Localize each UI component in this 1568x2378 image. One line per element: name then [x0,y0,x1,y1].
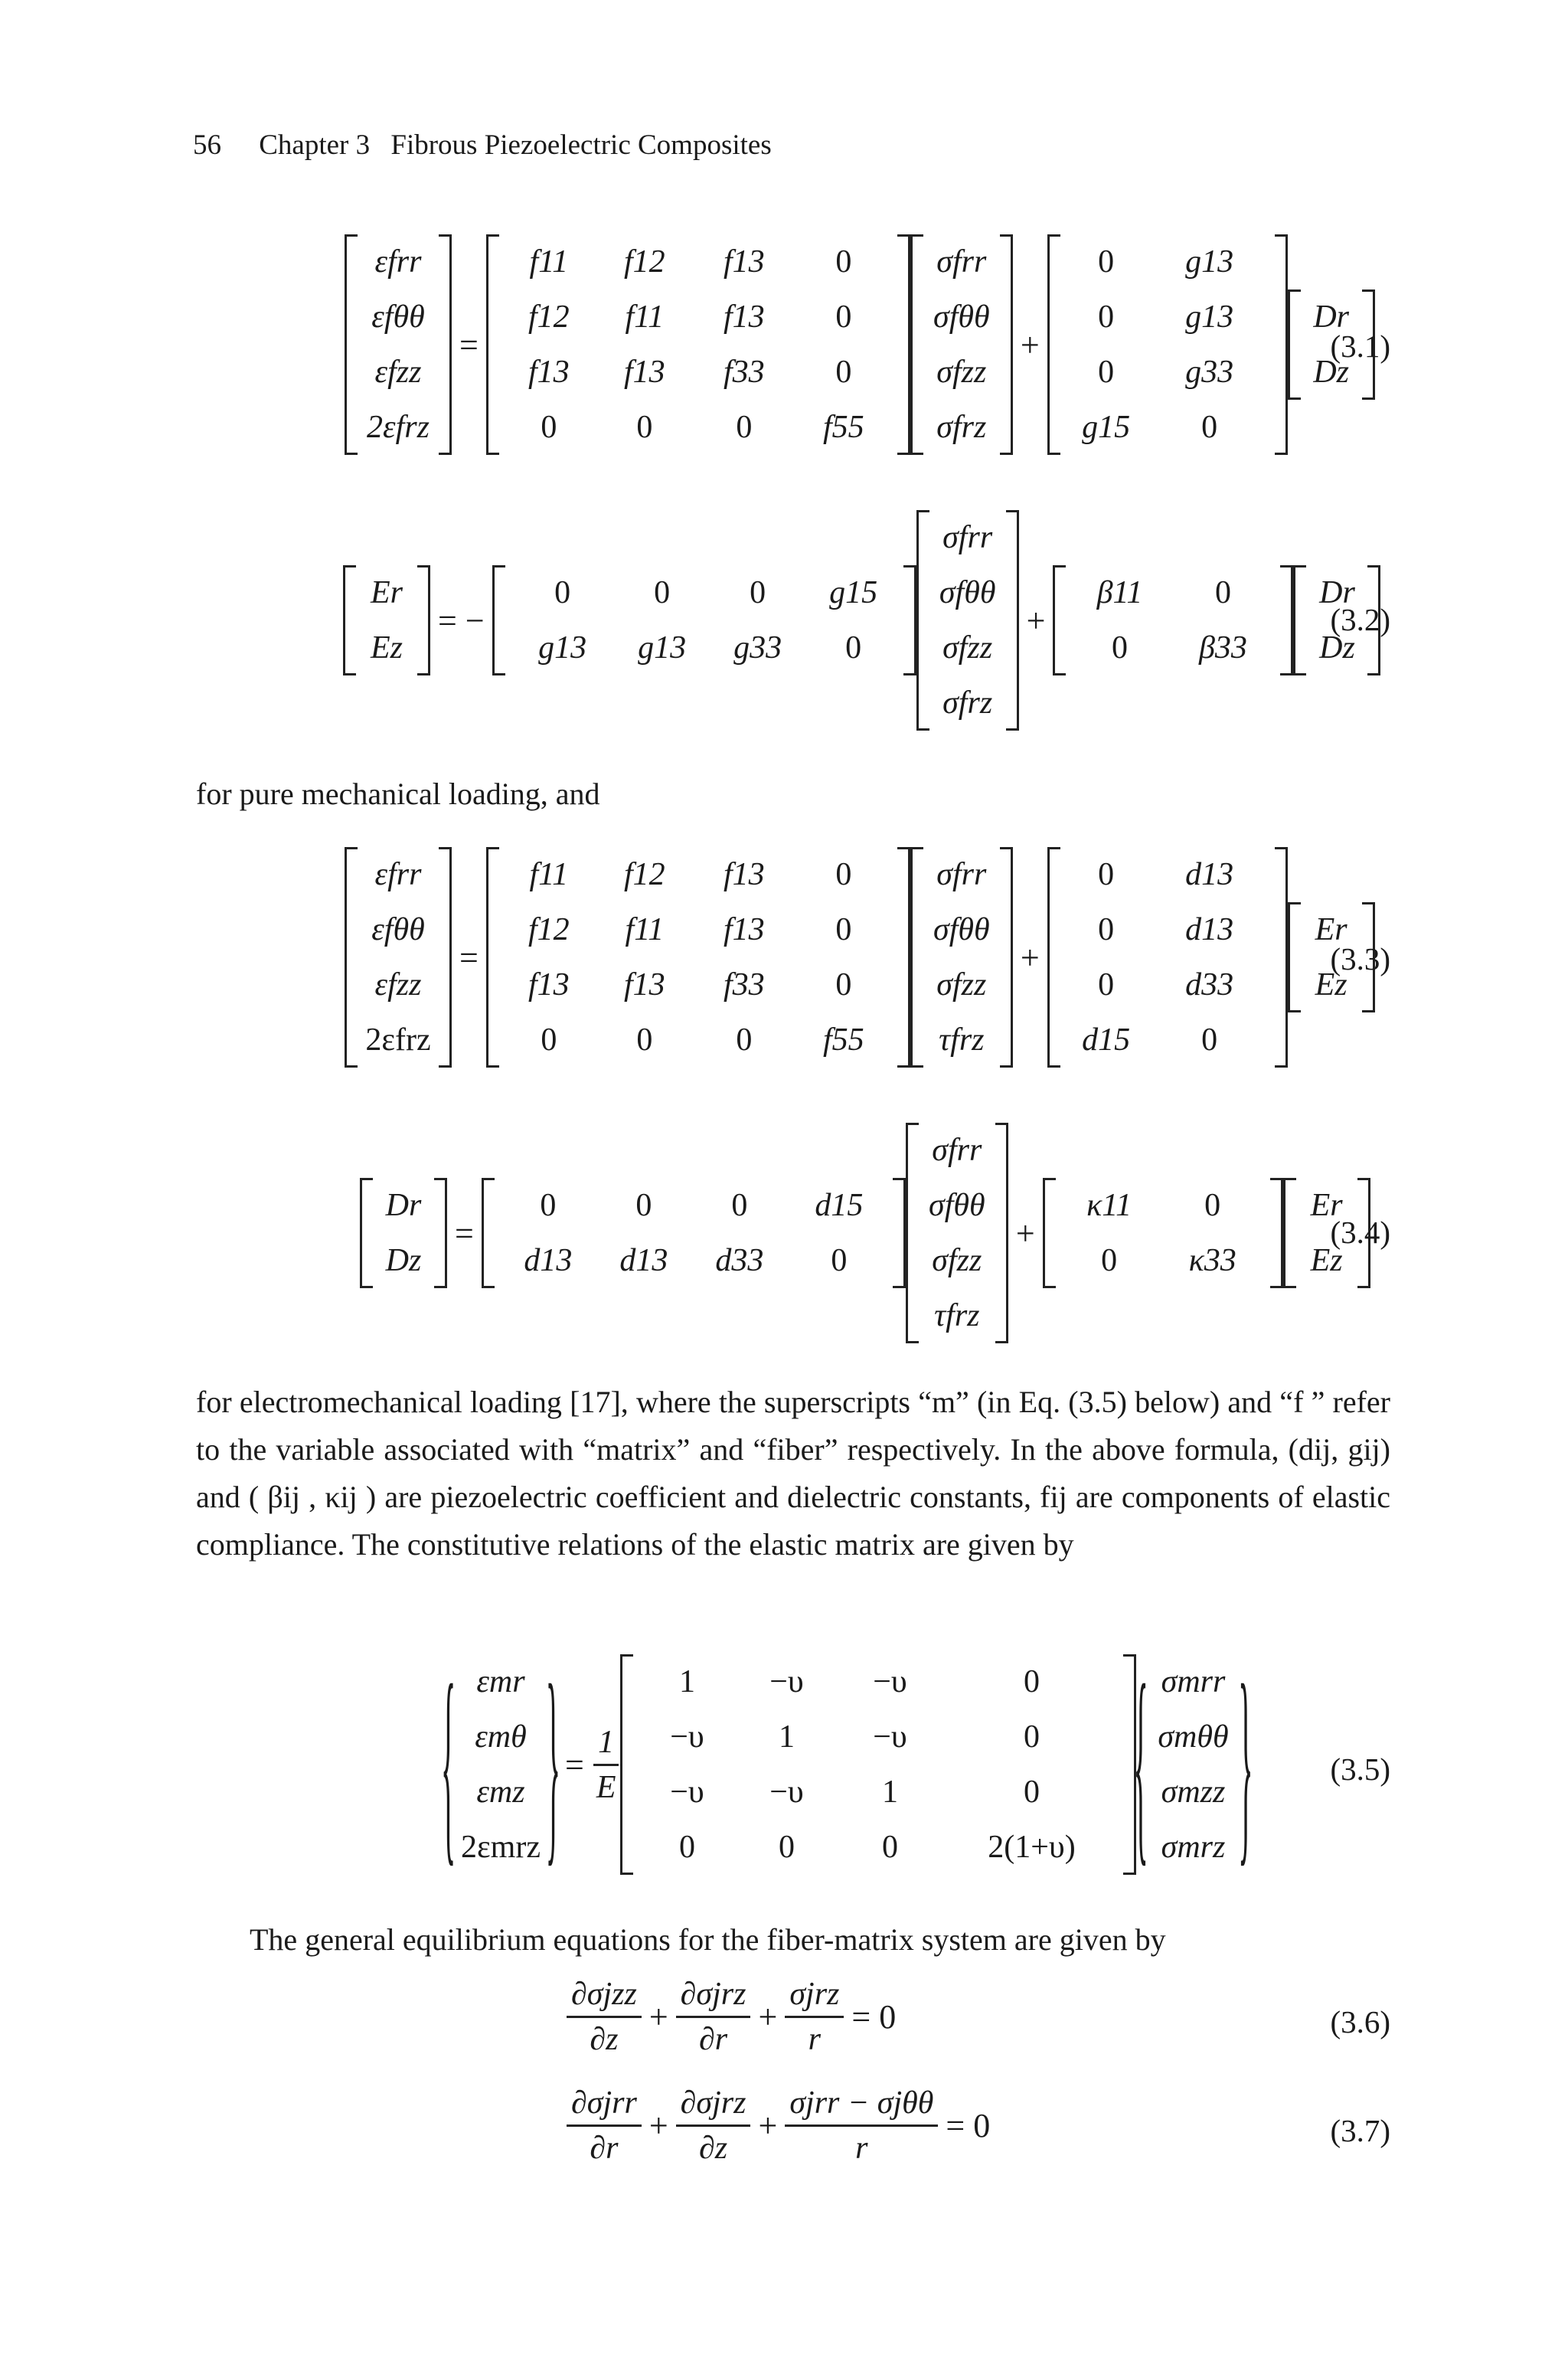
eq35-strain-vector [444,1654,557,1875]
matrix-cell: Er [1310,1188,1343,1223]
matrix-cell: f12 [623,244,665,280]
chapter-label: Chapter 3 [259,129,371,161]
matrix-cell: −υ [873,1664,907,1699]
matrix-cell: f33 [723,967,765,1003]
matrix-cell: Dr [1313,299,1349,335]
matrix-cell: σfθθ [933,299,990,335]
matrix-cell: 0 [1098,857,1115,892]
matrix-cell: −υ [670,1719,704,1755]
matrix-cell: σfrz [936,410,987,445]
matrix-cell: 0 [1098,967,1115,1003]
eq-number-3-1: (3.1) [1330,329,1390,364]
matrix-cell: εfrr [374,857,422,892]
matrix-cell: Dz [1313,355,1349,390]
eq-number-3-4: (3.4) [1330,1215,1390,1250]
matrix-cell: f12 [528,912,570,947]
eq32-lhs-vector [343,565,430,675]
matrix-cell: d33 [715,1243,764,1278]
matrix-cell: 0 [736,1022,753,1058]
matrix-cell: 0 [1023,1664,1040,1699]
page-number: 56 [193,129,221,161]
matrix-cell: f11 [529,244,569,280]
matrix-cell: εfθθ [371,912,425,947]
eq-number-3-2: (3.2) [1330,602,1390,637]
matrix-cell: σfrr [936,857,987,892]
matrix-cell: 0 [1201,410,1218,445]
eq34-piezo-matrix [482,1178,906,1288]
matrix-cell: 0 [835,355,852,390]
matrix-cell: g15 [1082,410,1131,445]
matrix-cell: 0 [778,1830,795,1865]
paragraph-2: for electromechanical loading [17], where the superscripts “m” (in Eq. (3.5) below) and “f ” refer to the variable associated with “matrix” and “fiber” respectively. In the above formula, (dij, gij) and ( βij , κij ) are piezoelectric coefficient and dielectric constants, fij are components of elastic compliance. The constitutive relations of the elastic matrix are given by [196,1385,1390,1562]
matrix-cell: 0 [636,410,653,445]
matrix-cell: σfzz [942,630,993,666]
matrix-cell: σmzz [1161,1775,1226,1810]
matrix-cell: 0 [835,857,852,892]
matrix-cell: d33 [1185,967,1234,1003]
matrix-cell: { σmrr [1161,1664,1226,1699]
matrix-cell: g33 [733,630,782,666]
matrix-cell: κ11 [1086,1188,1132,1223]
matrix-cell: σfzz [932,1243,982,1278]
matrix-cell: 0 [540,1188,557,1223]
matrix-cell: f12 [528,299,570,335]
matrix-cell: σmrz [1161,1830,1226,1865]
matrix-cell: f33 [723,355,765,390]
matrix-cell: d13 [1185,912,1234,947]
matrix-cell: σfzz [936,355,987,390]
matrix-cell: f13 [528,355,570,390]
matrix-cell: σfθθ [939,575,996,610]
matrix-cell: εmθ [475,1719,527,1755]
eq31-compliance-matrix [486,234,910,455]
matrix-cell: Dz [385,1243,422,1278]
matrix-cell: 2εfrz [365,1022,431,1058]
matrix-cell: 0 [1204,1188,1221,1223]
eq32-permittivity-matrix [1053,565,1293,675]
matrix-cell: 0 [835,299,852,335]
matrix-cell: g13 [638,630,687,666]
matrix-cell: 0 [1098,244,1115,280]
equation-3-4: Dr Dz = 0 0 0 d15 d13 d13 d33 0 σfrr σfθθ σfzz τfrz + κ11 0 0 κ33 Er Ez (3.4) [0,1118,1568,1356]
eq33-lhs-vector [345,847,452,1068]
matrix-cell: 0 [845,630,862,666]
matrix-cell: f13 [723,244,765,280]
matrix-cell: β33 [1199,630,1247,666]
matrix-cell: d13 [619,1243,668,1278]
eq34-stress-vector [906,1123,1008,1343]
matrix-cell: f11 [625,912,665,947]
matrix-cell: 0 [1098,355,1115,390]
matrix-cell: f11 [625,299,665,335]
matrix-cell: f13 [623,355,665,390]
equation-3-3: εfrr εfθθ εfzz 2εfrz = f11 f12 f13 0 f12 f11 f13 0 f13 f13 f33 0 0 0 0 f55 σfrr σfθθ σfzz τfrz + 0 d13 0 d13 0 d33 d15 0 Er Ez (3.3) [0,842,1568,1088]
equation-3-2: Er Ez = − 0 0 0 g15 g13 g13 g33 0 σfrr σfθθ σfzz σfrz + β11 0 0 β33 Dr Dz (3.2) [0,505,1568,743]
matrix-cell: f12 [623,857,665,892]
eq31-lhs-vector: εfrr εfθθ εfzz 2εfrz [345,234,452,455]
matrix-cell: 1 [881,1775,898,1810]
matrix-cell: σfzz [936,967,987,1003]
eq32-coupling-matrix [492,565,916,675]
eq31-coupling-matrix [1047,234,1288,455]
equation-3-1: εfrr εfθθ εfzz 2εfrz = f11 f12 f13 0 f12 f11 f13 0 f13 f13 f33 0 0 0 0 f55 σfrr σfθθ σfzz σfrz + 0 g13 0 g13 0 g33 g15 0 Dr Dz (3.1) [0,230,1568,475]
matrix-cell: 0 [1201,1022,1218,1058]
matrix-cell: εfzz [374,967,422,1003]
matrix-cell: f11 [529,857,569,892]
matrix-cell: 0 [1023,1719,1040,1755]
running-header [193,129,772,162]
matrix-cell: 0 [654,575,671,610]
eq35-stress-vector [1136,1654,1250,1875]
matrix-cell: g13 [1185,299,1234,335]
matrix-cell: g13 [538,630,587,666]
eq-number-3-7: (3.7) [1330,2113,1390,2148]
matrix-cell: 0 [835,244,852,280]
matrix-cell: 0 [635,1188,652,1223]
matrix-cell: d15 [1082,1022,1131,1058]
matrix-cell: Dr [1319,575,1355,610]
matrix-cell: κ33 [1188,1243,1236,1278]
eq33-piezo-matrix [1047,847,1288,1068]
paragraph-1: for pure mechanical loading, and [196,777,600,811]
matrix-cell: 0 [554,575,571,610]
equation-3-7: $\frac{\text{∂σjrr}}{\partial r}$ + $\frac{\text{∂σjrz}}{\partial z}$ + $\frac{\text{σjrr − σjθθ}}{r}$ = 0 (3.7) [0,2085,1568,2177]
matrix-cell: d13 [524,1243,573,1278]
matrix-cell: −υ [769,1775,804,1810]
eq34-dielectric-matrix [1043,1178,1283,1288]
matrix-cell: 1 [778,1719,795,1755]
matrix-cell: 0 [1098,912,1115,947]
matrix-cell: Dz [1319,630,1355,666]
matrix-cell: β11 [1096,575,1143,610]
matrix-cell: 0 [1023,1775,1040,1810]
matrix-cell: 2(1+υ) [988,1830,1076,1865]
matrix-cell: f13 [528,967,570,1003]
matrix-cell: 2εmrz [461,1830,541,1865]
eq-number-3-5: (3.5) [1330,1752,1390,1787]
eq35-coefficient: $\frac{1}{E}$ [592,1724,621,1806]
eq34-lhs-vector [360,1178,447,1288]
matrix-cell: f13 [623,967,665,1003]
matrix-cell: g13 [1185,244,1234,280]
matrix-cell: 0 [750,575,766,610]
matrix-cell: −υ [873,1719,907,1755]
matrix-cell: 0 [881,1830,898,1865]
matrix-cell: σfrz [942,685,993,721]
chapter-title: Fibrous Piezoelectric Composites [390,129,772,161]
matrix-cell: Ez [371,630,403,666]
matrix-cell: 0 [1111,630,1128,666]
matrix-cell: σfrr [942,520,993,555]
matrix-cell: g33 [1185,355,1234,390]
paragraph-3: The general equilibrium equations for the fiber-matrix system are given by [250,1922,1166,1957]
matrix-cell: 0 [736,410,753,445]
eq31-stress-vector [910,234,1013,455]
matrix-cell: −υ [769,1664,804,1699]
matrix-cell: σfrr [932,1133,982,1168]
matrix-cell: 1 [678,1664,695,1699]
equation-3-5: { εmr εmθ εmz 2εmrz } = $\frac{1}{E}$ 1 −υ −υ 0 −υ 1 −υ 0 −υ −υ 1 0 0 0 0 2(1+υ) { σmrr σmθθ σmzz σmrz } (3.5) [0,1654,1568,1884]
matrix-cell: 0 [541,1022,557,1058]
matrix-cell: 0 [1214,575,1231,610]
matrix-cell: 0 [731,1188,748,1223]
matrix-cell: f13 [723,299,765,335]
matrix-cell: Ez [1315,967,1348,1003]
matrix-cell: σfrr [936,244,987,280]
matrix-cell: Er [1315,912,1348,947]
matrix-cell: f55 [822,410,864,445]
eq33-compliance-matrix [486,847,910,1068]
equation-3-6: $\frac{\text{∂σjzz}}{\partial z}$ + $\frac{\text{∂σjrz}}{\partial r}$ + $\frac{\text{σjrz}}{r}$ = 0 (3.6) [0,1976,1568,2068]
matrix-cell: σmθθ [1158,1719,1229,1755]
matrix-cell: 0 [831,1243,848,1278]
matrix-cell: d13 [1185,857,1234,892]
eq-number-3-3: (3.3) [1330,941,1390,976]
matrix-cell: 0 [1101,1243,1118,1278]
matrix-cell: τfrz [939,1022,985,1058]
matrix-cell: f55 [822,1022,864,1058]
eq-number-3-6: (3.6) [1330,2004,1390,2039]
matrix-cell: Er [371,575,403,610]
matrix-cell: 0 [541,410,557,445]
matrix-cell: σfθθ [929,1188,985,1223]
eq33-stress-vector [910,847,1013,1068]
matrix-cell: 0 [1098,299,1115,335]
matrix-cell: σfθθ [933,912,990,947]
matrix-cell: 0 [636,1022,653,1058]
matrix-cell: τfrz [934,1298,980,1333]
eq32-stress-vector [916,510,1019,731]
matrix-cell: 0 [835,912,852,947]
matrix-cell: 0 [835,967,852,1003]
matrix-cell: Dr [385,1188,422,1223]
matrix-cell: −υ [670,1775,704,1810]
matrix-cell: { εmr [476,1664,525,1699]
matrix-cell: Ez [1310,1243,1343,1278]
matrix-cell: f13 [723,912,765,947]
matrix-cell: g15 [829,575,878,610]
matrix-cell: f13 [723,857,765,892]
matrix-cell: εmz [476,1775,525,1810]
matrix-cell: d15 [815,1188,864,1223]
matrix-cell: 0 [678,1830,695,1865]
eq35-elastic-matrix [620,1654,1136,1875]
